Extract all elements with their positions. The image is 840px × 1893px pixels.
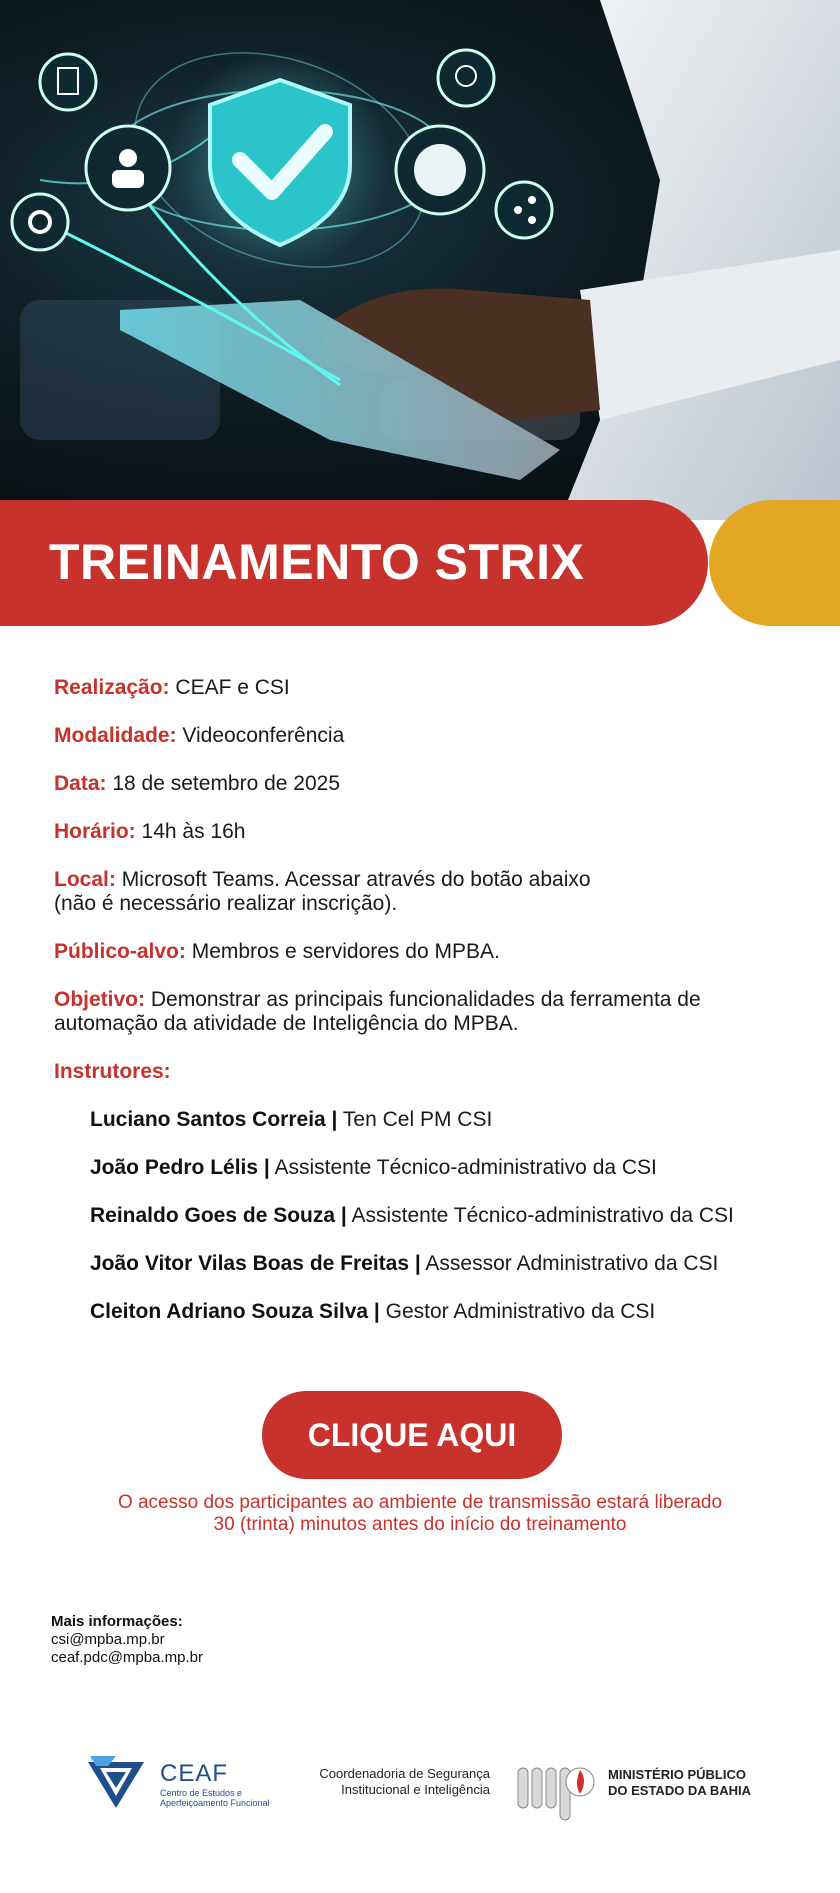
instructor-name: Reinaldo Goes de Souza | (90, 1204, 347, 1227)
info-objetivo (54, 988, 701, 1036)
instructor-role: Assessor Administrativo da CSI (425, 1252, 719, 1275)
instructor-row (90, 1108, 492, 1132)
info-publico-alvo (54, 940, 500, 964)
instructor-name: João Pedro Lélis | (90, 1156, 270, 1179)
instructor-role: Ten Cel PM CSI (342, 1108, 493, 1131)
contact-heading: Mais informações: (51, 1613, 183, 1630)
csi-name-line: Coordenadoria de Segurança (319, 1766, 490, 1781)
csi-name-line: Institucional e Inteligência (341, 1782, 490, 1797)
clique-aqui-button[interactable]: CLIQUE AQUI (262, 1391, 562, 1479)
info-label: Horário: (54, 820, 136, 843)
info-local (54, 868, 591, 916)
info-modalidade (54, 724, 344, 748)
footer-logos (0, 1740, 840, 1840)
instructor-role: Assistente Técnico-administrativo da CSI (351, 1204, 734, 1227)
info-value: CEAF e CSI (175, 676, 290, 699)
info-label: Realização: (54, 676, 170, 699)
contact-email-csi[interactable]: csi@mpba.mp.br (51, 1631, 165, 1648)
notice-line: O acesso dos participantes ao ambiente de transmissão estará liberado (117, 1492, 723, 1513)
info-value: automação da atividade de Inteligência do MPBA. (54, 1012, 519, 1035)
mpba-name (608, 1767, 751, 1799)
ceaf-name: CEAF (160, 1760, 229, 1787)
instructor-role: Gestor Administrativo da CSI (385, 1300, 656, 1323)
hero-illustration (0, 0, 840, 520)
ceaf-subtitle-line: Aperfeiçoamento Funcional (160, 1798, 270, 1808)
info-value: 18 de setembro de 2025 (112, 772, 341, 795)
instructor-name: Luciano Santos Correia | (90, 1108, 338, 1131)
info-label: Local: (54, 868, 116, 891)
mpba-logo-icon (514, 1754, 598, 1822)
instructor-role: Assistente Técnico-administrativo da CSI (274, 1156, 657, 1179)
info-value: 14h às 16h (141, 820, 246, 843)
info-horario (54, 820, 245, 844)
instructor-row (90, 1252, 718, 1276)
info-value: Membros e servidores do MPBA. (191, 940, 500, 963)
instructor-row (90, 1156, 657, 1180)
instructor-name: João Vitor Vilas Boas de Freitas | (90, 1252, 421, 1275)
csi-name (290, 1766, 490, 1798)
notice-line: 30 (trinta) minutos antes do início do treinamento (213, 1514, 627, 1535)
mpba-name-line: DO ESTADO DA BAHIA (608, 1783, 751, 1798)
page-title: TREINAMENTO STRIX (49, 534, 585, 590)
info-label: Público-alvo: (54, 940, 186, 963)
instructors-heading (54, 1060, 171, 1084)
decorative-pill (709, 500, 840, 626)
info-value: (não é necessário realizar inscrição). (54, 892, 398, 915)
info-value: Demonstrar as principais funcionalidades da ferramenta de (150, 988, 701, 1011)
ceaf-logo-icon (86, 1754, 146, 1810)
info-label: Modalidade: (54, 724, 177, 747)
info-label: Data: (54, 772, 107, 795)
info-realizacao (54, 676, 290, 700)
title-banner (0, 500, 708, 626)
info-data (54, 772, 340, 796)
info-label: Instrutores: (54, 1060, 171, 1083)
contact-info (51, 1613, 203, 1667)
access-notice (40, 1492, 800, 1536)
info-label: Objetivo: (54, 988, 146, 1011)
info-value: Microsoft Teams. Acessar através do botão abaixo (121, 868, 591, 891)
ceaf-subtitle (160, 1788, 270, 1808)
hero-image (0, 0, 840, 520)
instructor-row (90, 1300, 655, 1324)
ceaf-subtitle-line: Centro de Estudos e (160, 1788, 243, 1798)
instructor-row (90, 1204, 734, 1228)
instructor-name: Cleiton Adriano Souza Silva | (90, 1300, 380, 1323)
mpba-name-line: MINISTÉRIO PÚBLICO (608, 1767, 746, 1782)
info-value: Videoconferência (182, 724, 345, 747)
contact-email-ceaf[interactable]: ceaf.pdc@mpba.mp.br (51, 1649, 203, 1666)
